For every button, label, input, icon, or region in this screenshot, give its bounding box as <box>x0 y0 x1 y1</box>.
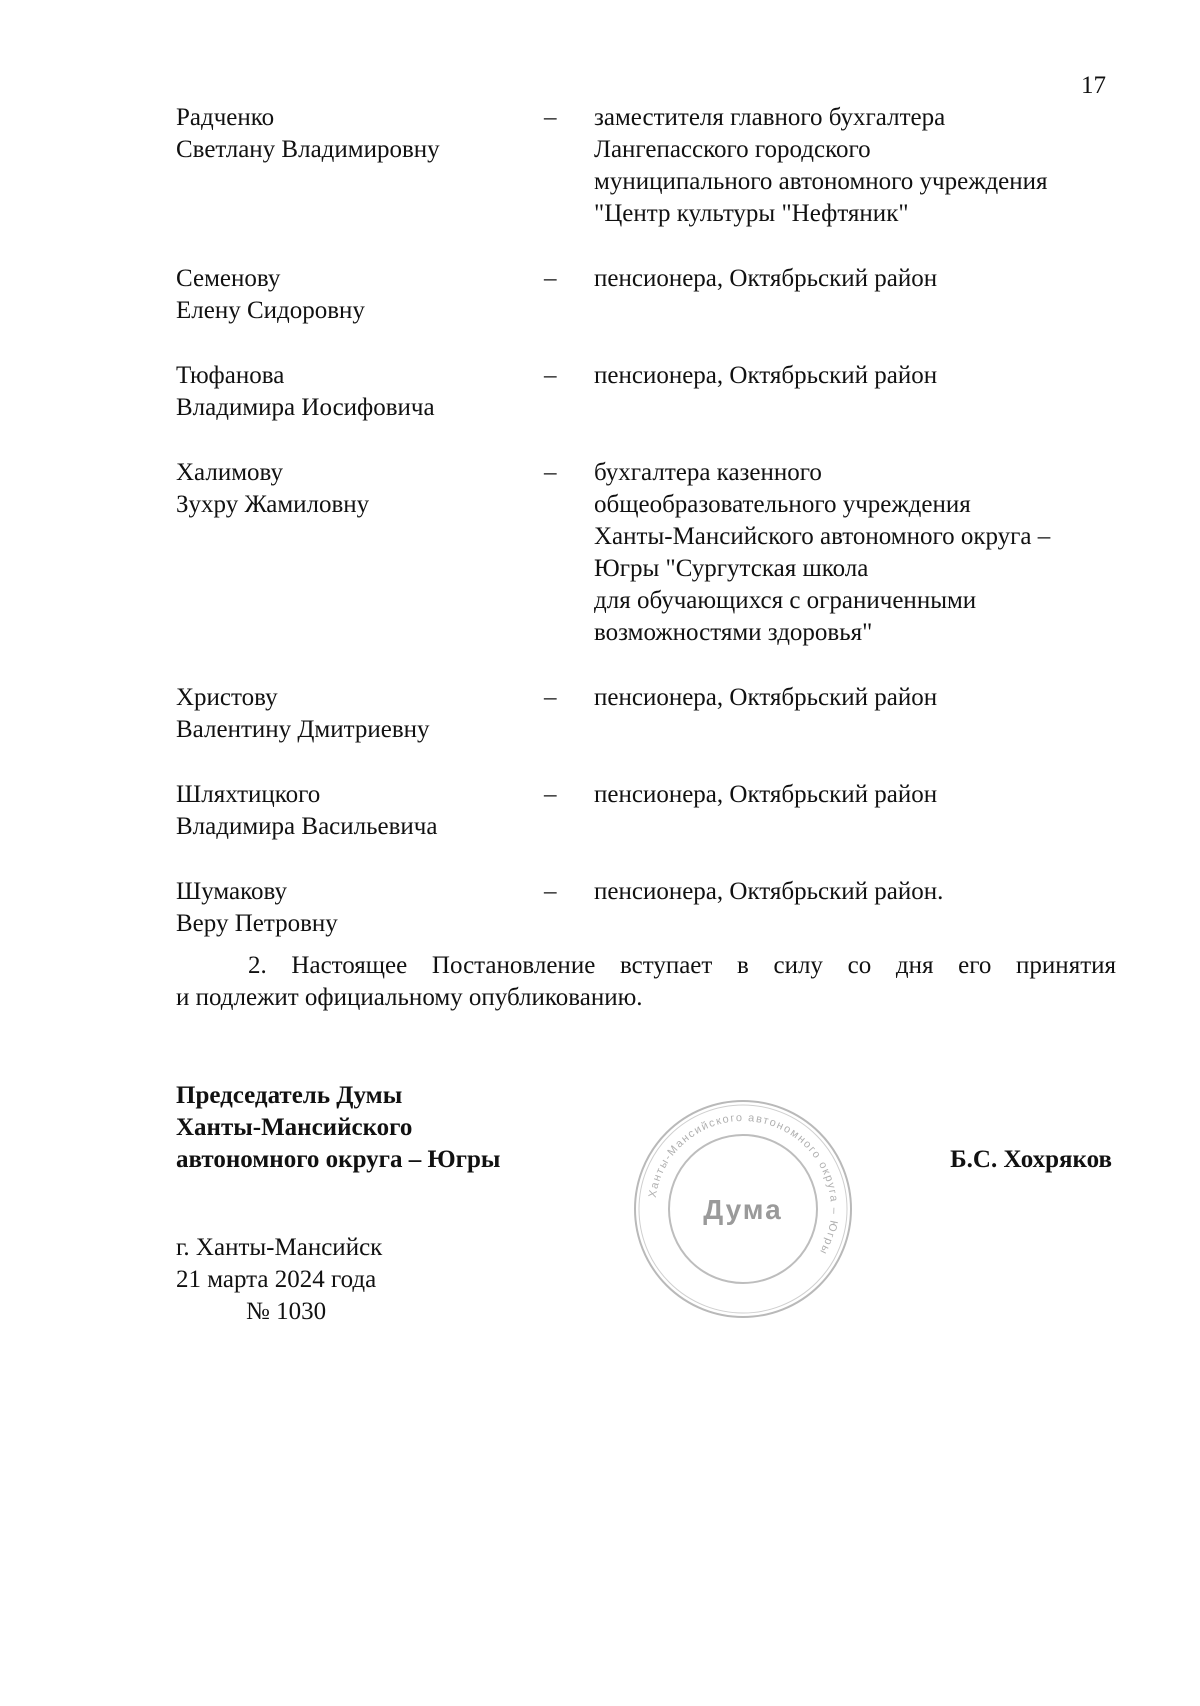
awardee-entry <box>176 360 1116 424</box>
dash: – <box>544 684 557 711</box>
duma-seal-stamp <box>630 1096 856 1322</box>
awardee-name: Радченко Светлану Владимировну <box>176 104 440 163</box>
awardee-position: пенсионера, Октябрьский район <box>594 362 938 389</box>
signatory-title: Председатель Думы Ханты-Мансийского автономного округа – Югры <box>176 1082 501 1173</box>
clause-2-line-2: и подлежит официальному опубликованию. <box>176 984 643 1011</box>
awardee-entry <box>176 263 1116 327</box>
awardee-name: Христову Валентину Дмитриевну <box>176 684 430 743</box>
awardee-name: Шумакову Веру Петровну <box>176 878 338 937</box>
dash: – <box>544 459 557 486</box>
awardee-position: бухгалтера казенного общеобразовательного учреждения Ханты-Мансийского автономного округа – Югры "Сургутская школа для обучающихся с ограниченными возможностями здоровья" <box>594 459 1051 646</box>
awardee-position: пенсионера, Октябрьский район <box>594 781 938 808</box>
awardee-name: Шляхтицкого Владимира Васильевича <box>176 781 438 840</box>
date: 21 марта 2024 года <box>176 1266 377 1293</box>
dash: – <box>544 104 557 131</box>
awardee-entry <box>176 779 1116 843</box>
awardee-entry <box>176 457 1116 649</box>
awardee-entry <box>176 876 1116 940</box>
dash: – <box>544 362 557 389</box>
place-date-number <box>176 1232 382 1328</box>
dash: – <box>544 878 557 905</box>
awardee-position: пенсионера, Октябрьский район <box>594 684 938 711</box>
page-number: 17 <box>1081 72 1106 99</box>
awardee-name: Тюфанова Владимира Иосифовича <box>176 362 435 421</box>
document-number: № 1030 <box>246 1298 327 1325</box>
awardee-entry <box>176 102 1116 230</box>
place: г. Ханты-Мансийск <box>176 1234 383 1261</box>
seal-center-text: Дума <box>703 1194 783 1225</box>
awardee-position: заместителя главного бухгалтера Лангепасского городского муниципального автономного учреждения "Центр культуры "Нефтяник" <box>594 104 1048 227</box>
awardee-list <box>176 102 1116 940</box>
clause-2 <box>176 950 1116 1014</box>
awardee-name: Семенову Елену Сидоровну <box>176 265 365 324</box>
dash: – <box>544 781 557 808</box>
clause-2-line-1: 2. Настоящее Постановление вступает в силу со дня его принятия <box>248 952 1116 979</box>
svg-text:Ханты-Мансийского автономного <box>647 1112 840 1257</box>
awardee-entry <box>176 682 1116 746</box>
awardee-name: Халимову Зухру Жамиловну <box>176 459 370 518</box>
awardee-position: пенсионера, Октябрьский район <box>594 265 938 292</box>
seal-ring-text: Ханты-Мансийского автономного округа – Югры <box>646 1111 841 1258</box>
awardee-position: пенсионера, Октябрьский район. <box>594 878 944 905</box>
dash: – <box>544 265 557 292</box>
signatory-name: Б.С. Хохряков <box>950 1146 1112 1173</box>
